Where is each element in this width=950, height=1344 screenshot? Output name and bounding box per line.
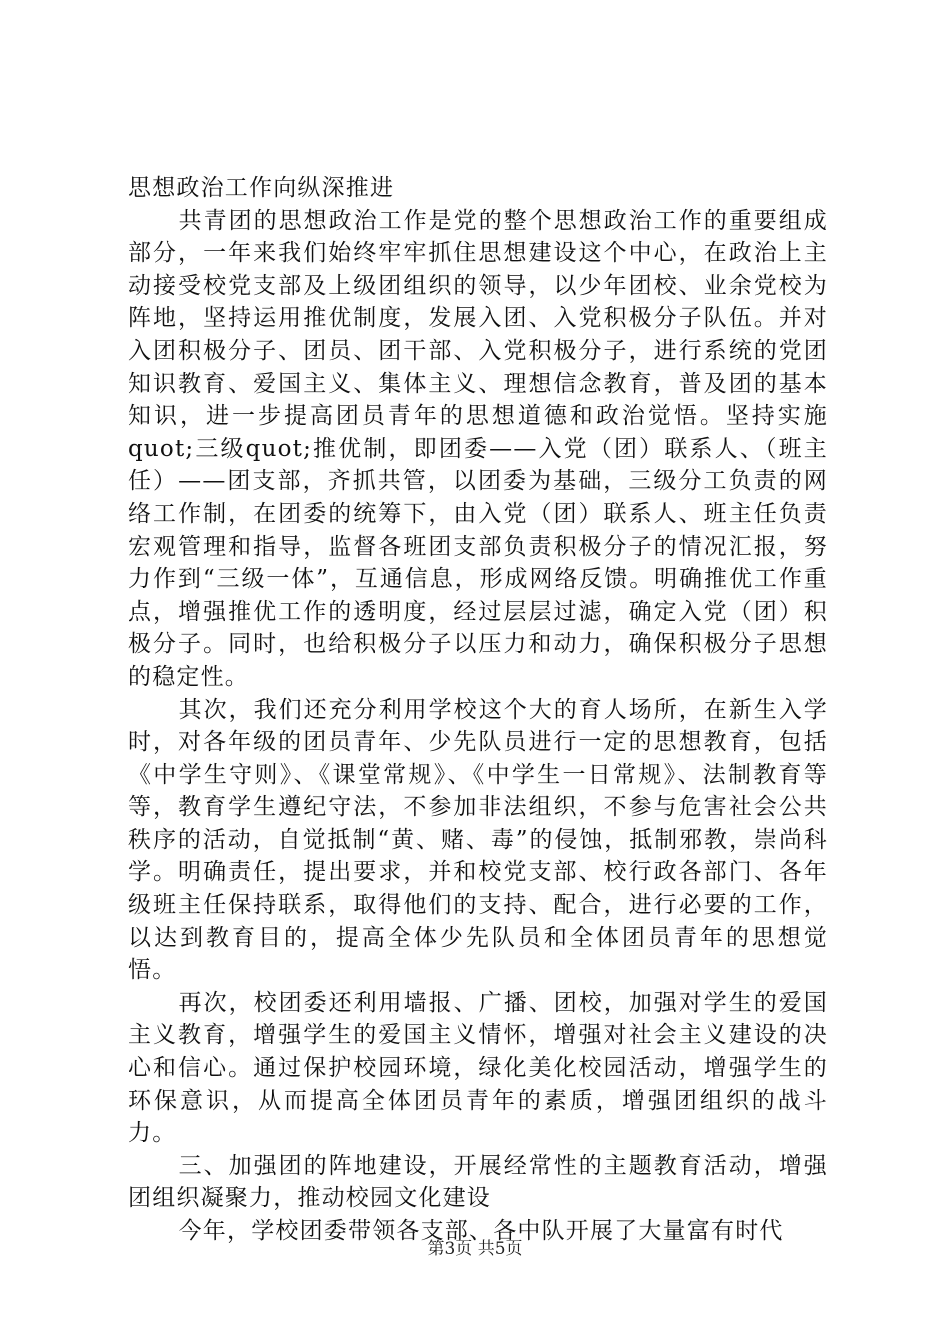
paragraph: 其次，我们还充分利用学校这个大的育人场所，在新生入学时，对各年级的团员青年、少先队员进行一定的思想教育，包括《中学生守则》、《课堂常规》、《中学生一日常规》、法制教育等等，教育学生遵纪守法，不参加非法组织，不参与危害社会公共秩序的活动，自觉抵制“黄、赌、毒”的侵蚀，抵制邪教，崇尚科学。明确责任，提出要求，并和校党支部、校行政各部门、各年级班主任保持联系，取得他们的支持、配合，进行必要的工作，以达到教育目的，提高全体少先队员和全体团员青年的思想觉悟。 (128, 696, 828, 984)
page-footer: 第3页 共5页 (427, 1239, 523, 1259)
section-heading: 三、加强团的阵地建设，开展经常性的主题教育活动，增强团组织凝聚力，推动校园文化建设 (128, 1152, 828, 1212)
paragraph: 今年，学校团委带领各支部、各中队开展了大量富有时代 (178, 1218, 784, 1244)
section-heading: 思想政治工作向纵深推进 (128, 175, 395, 201)
paragraph: 再次，校团委还利用墙报、广播、团校，加强对学生的爱国主义教育，增强学生的爱国主义情怀，增强对社会主义建设的决心和信心。通过保护校园环境，绿化美化校园活动，增强学生的环保意识，从而提高全体团员青年的素质，增强团组织的战斗力。 (128, 989, 828, 1147)
paragraph: 共青团的思想政治工作是党的整个思想政治工作的重要组成部分，一年来我们始终牢牢抓住思想建设这个中心，在政治上主动接受校党支部及上级团组织的领导，以少年团校、业余党校为阵地，坚持运用推优制度，发展入团、入党积极分子队伍。并对入团积极分子、团员、团干部、入党积极分子，进行系统的党团知识教育、爱国主义、集体主义、理想信念教育，普及团的基本知识，进一步提高团员青年的思想道德和政治觉悟。坚持实施quot;三级quot;推优制，即团委——入党（团）联系人、（班主任）——团支部，齐抓共管，以团委为基础，三级分工负责的网络工作制，在团委的统筹下，由入党（团）联系人、班主任负责宏观管理和指导，监督各班团支部负责积极分子的情况汇报，努力作到“三级一体”，互通信息，形成网络反馈。明确推优工作重点，增强推优工作的透明度，经过层层过滤，确定入党（团）积极分子。同时，也给积极分子以压力和动力，确保积极分子思想的稳定性。 (128, 207, 828, 690)
document-body (128, 172, 828, 1248)
